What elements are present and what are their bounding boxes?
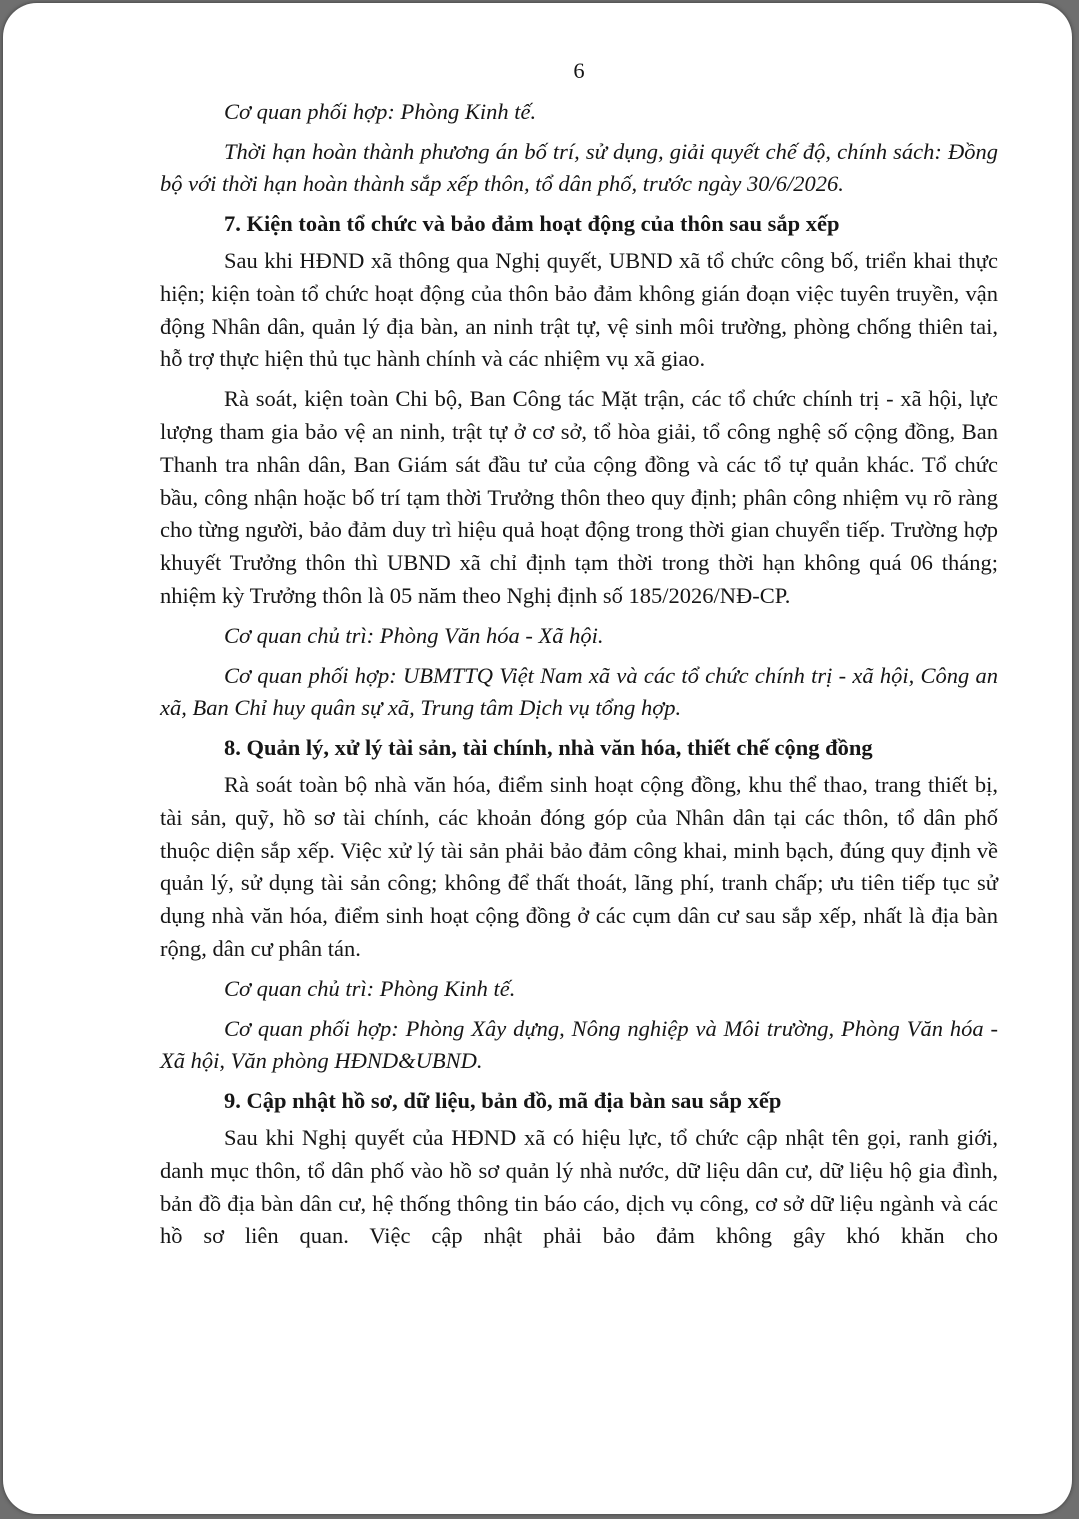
page-content	[160, 55, 998, 1260]
section-7-lead-agency: Cơ quan chủ trì: Phòng Văn hóa - Xã hội.	[224, 622, 604, 648]
section-8-coordinating-agency: Cơ quan phối hợp: Phòng Xây dựng, Nông nghiệp và Môi trường, Phòng Văn hóa - Xã hội, Văn phòng HĐND&UBND.	[160, 1015, 998, 1074]
coordinating-agency-line: Cơ quan phối hợp: Phòng Kinh tế.	[224, 98, 537, 124]
deadline-paragraph: Thời hạn hoàn thành phương án bố trí, sử dụng, giải quyết chế độ, chính sách: Đồng bộ với thời hạn hoàn thành sắp xếp thôn, tổ dân phố, trước ngày 30/6/2026.	[160, 138, 998, 197]
page-number: 6	[573, 58, 585, 83]
section-9-paragraph-1: Sau khi Nghị quyết của HĐND xã có hiệu lực, tổ chức cập nhật tên gọi, ranh giới, danh mục thôn, tổ dân phố vào hồ sơ quản lý nhà nước, dữ liệu dân cư, dữ liệu hộ gia đình, bản đồ địa bàn dân cư, hệ thống thông tin báo cáo, dịch vụ công, cơ sở dữ liệu ngành và các hồ sơ liên quan. Việc cập nhật phải bảo đảm không gây khó khăn cho	[160, 1124, 998, 1249]
section-heading-7: 7. Kiện toàn tổ chức và bảo đảm hoạt động của thôn sau sắp xếp	[224, 211, 840, 237]
section-8-paragraph-1: Rà soát toàn bộ nhà văn hóa, điểm sinh hoạt cộng đồng, khu thể thao, trang thiết bị, tài sản, quỹ, hồ sơ tài chính, các khoản đóng góp của Nhân dân tại các thôn, tổ dân phố thuộc diện sắp xếp. Việc xử lý tài sản phải bảo đảm công khai, minh bạch, đúng quy định về quản lý, sử dụng tài sản công; không để thất thoát, lãng phí, tranh chấp; ưu tiên tiếp tục sử dụng nhà văn hóa, điểm sinh hoạt cộng đồng ở các cụm dân cư sau sắp xếp, nhất là địa bàn rộng, dân cư phân tán.	[160, 771, 998, 961]
document-page	[3, 3, 1072, 1514]
section-heading-8: 8. Quản lý, xử lý tài sản, tài chính, nhà văn hóa, thiết chế cộng đồng	[224, 735, 873, 761]
section-7-paragraph-1: Sau khi HĐND xã thông qua Nghị quyết, UBND xã tổ chức công bố, triển khai thực hiện; kiện toàn tổ chức hoạt động của thôn bảo đảm không gián đoạn việc tuyên truyền, vận động Nhân dân, quản lý địa bàn, an ninh trật tự, vệ sinh môi trường, phòng chống thiên tai, hỗ trợ thực hiện thủ tục hành chính và các nhiệm vụ xã giao.	[160, 247, 998, 372]
section-8-lead-agency: Cơ quan chủ trì: Phòng Kinh tế.	[224, 975, 516, 1001]
section-7-coordinating-agency: Cơ quan phối hợp: UBMTTQ Việt Nam xã và các tổ chức chính trị - xã hội, Công an xã, Ban Chỉ huy quân sự xã, Trung tâm Dịch vụ tổng hợp.	[160, 662, 998, 721]
section-heading-9: 9. Cập nhật hồ sơ, dữ liệu, bản đồ, mã địa bàn sau sắp xếp	[224, 1088, 782, 1114]
section-7-paragraph-2: Rà soát, kiện toàn Chi bộ, Ban Công tác Mặt trận, các tổ chức chính trị - xã hội, lực lượng tham gia bảo vệ an ninh, trật tự ở cơ sở, tổ hòa giải, tổ công nghệ số cộng đồng, Ban Thanh tra nhân dân, Ban Giám sát đầu tư của cộng đồng và các tổ tự quản khác. Tổ chức bầu, công nhận hoặc bố trí tạm thời Trưởng thôn theo quy định; phân công nhiệm vụ rõ ràng cho từng người, bảo đảm duy trì hiệu quả hoạt động trong thời gian chuyển tiếp. Trường hợp khuyết Trưởng thôn thì UBND xã chỉ định tạm thời trong thời hạn không quá 06 tháng; nhiệm kỳ Trưởng thôn là 05 năm theo Nghị định số 185/2026/NĐ-CP.	[160, 386, 998, 608]
